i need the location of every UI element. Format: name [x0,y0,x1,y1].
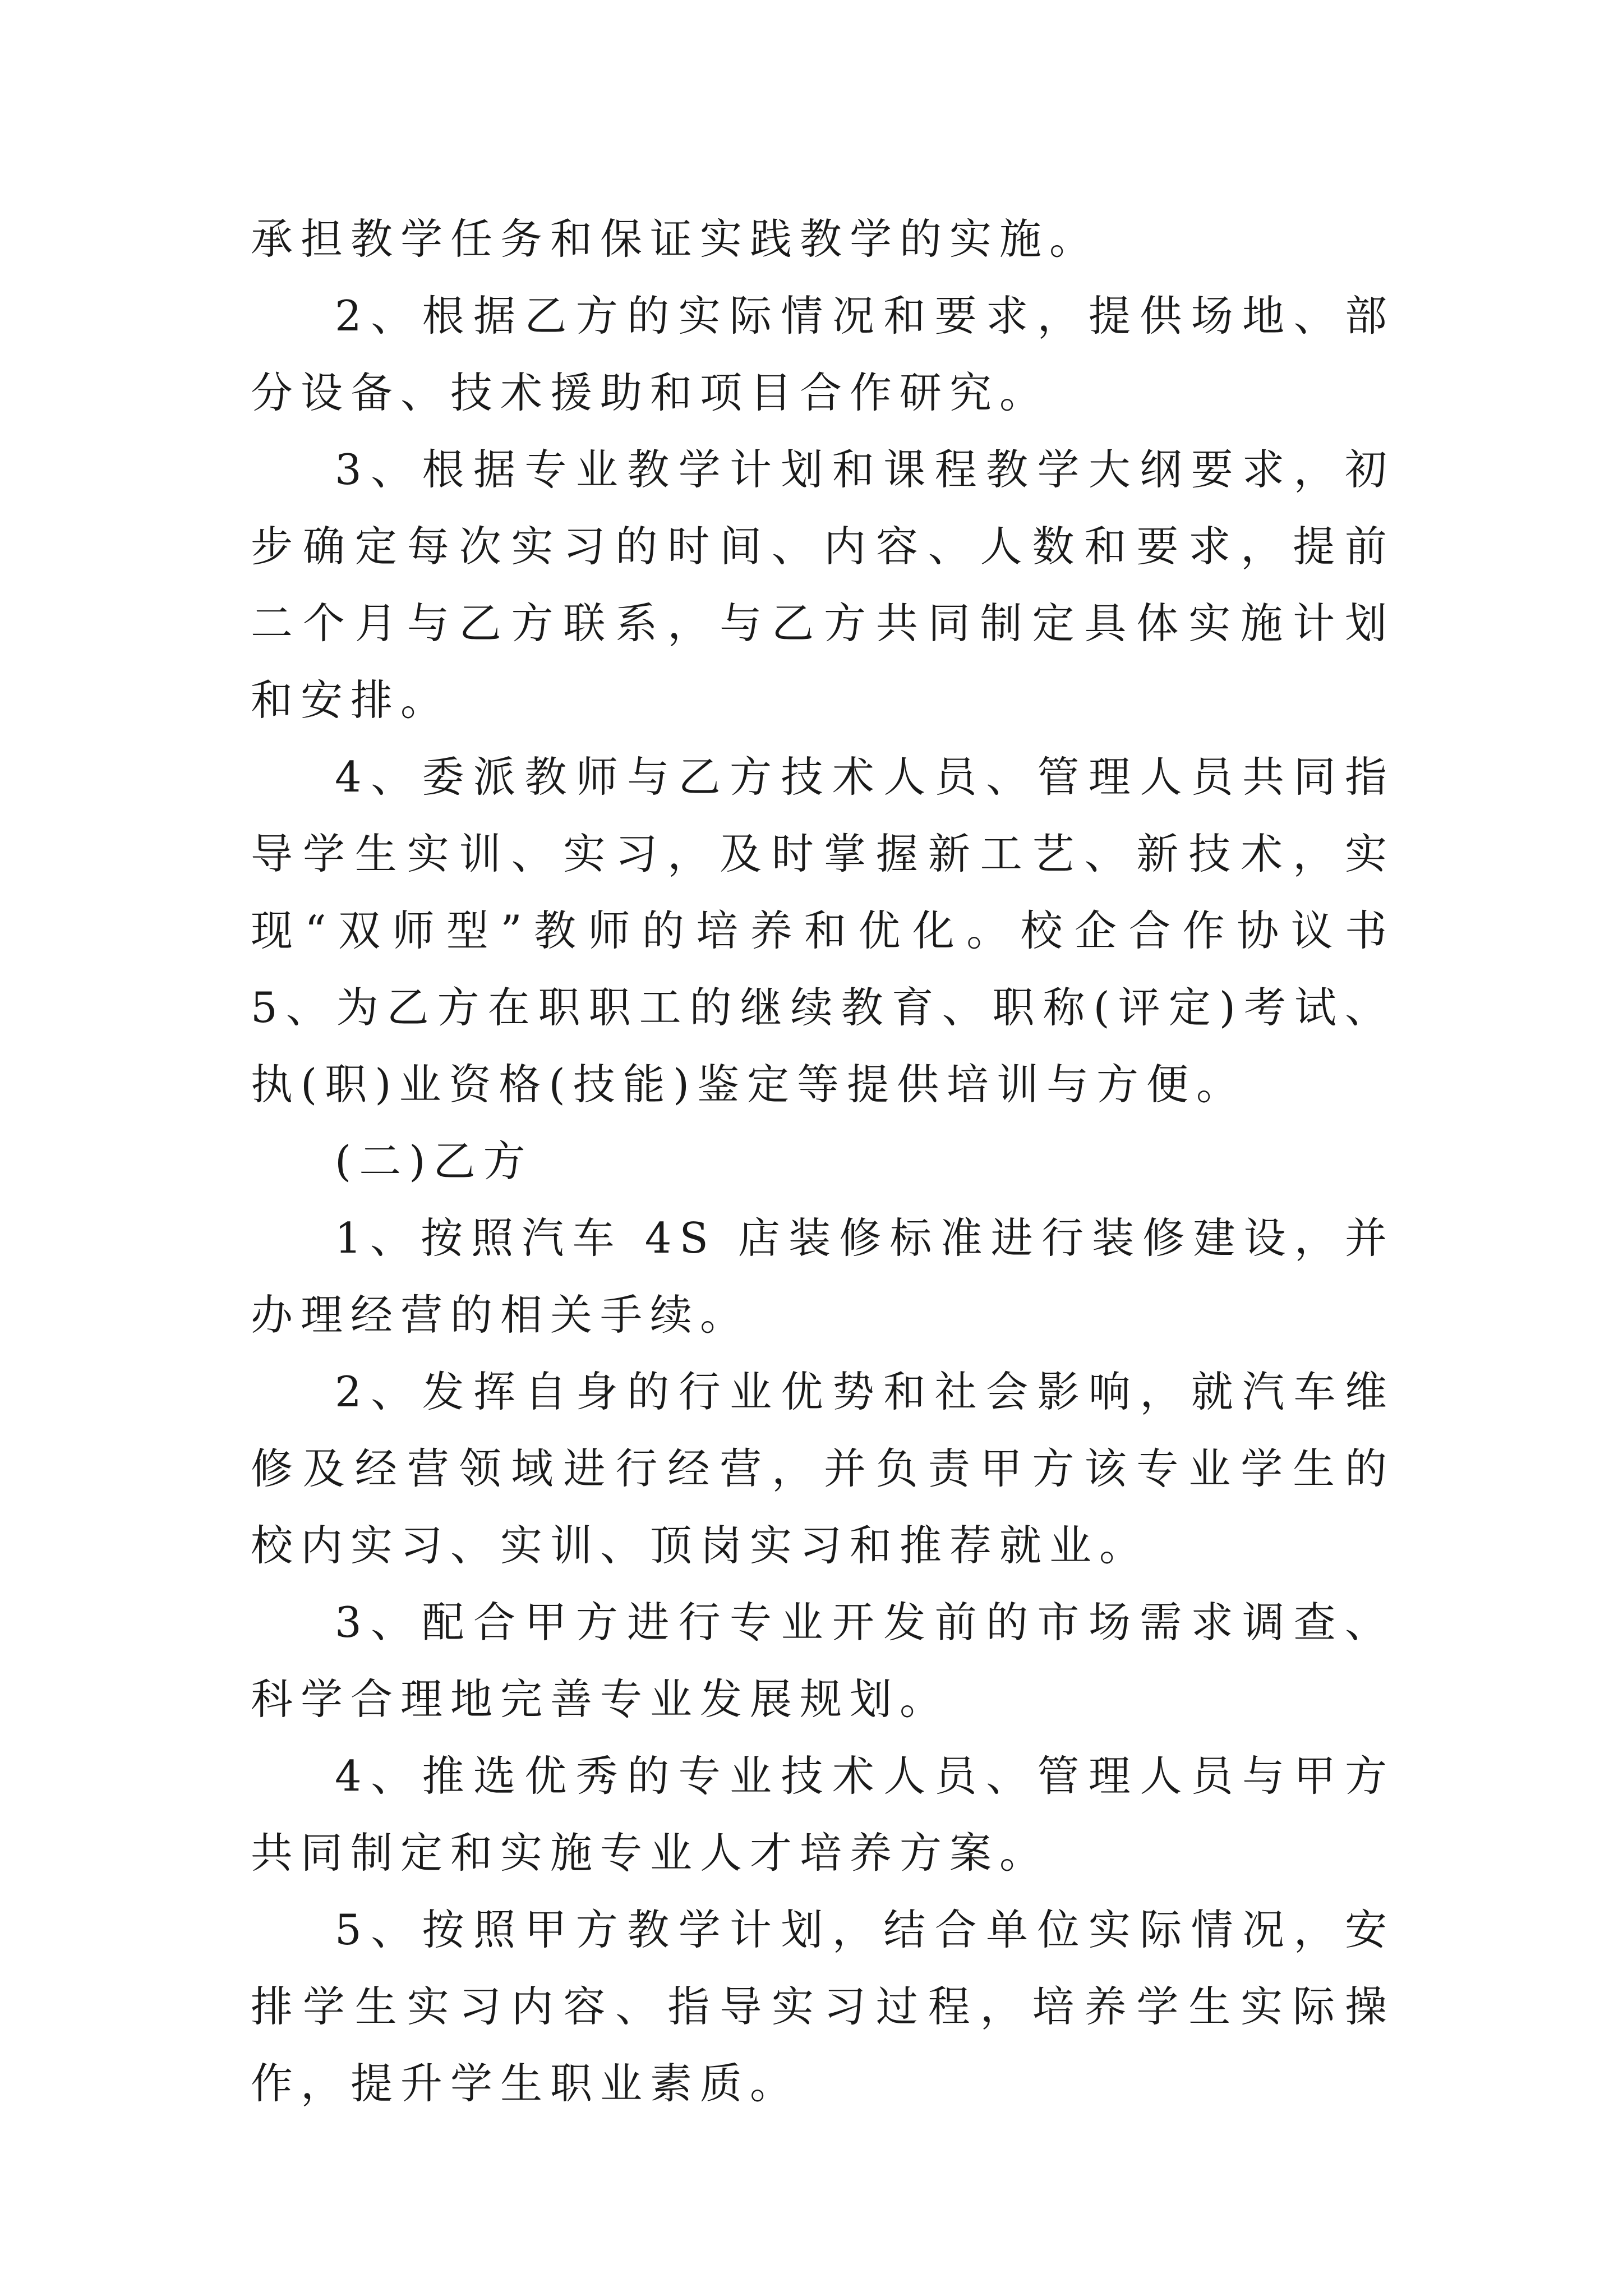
document-body [251,201,1395,2122]
paragraph-party-a-item-4: 4、委派教师与乙方技术人员、管理人员共同指导学生实训、实习，及时掌握新工艺、新技术，实现“双师型”教师的培养和优化。校企合作协议书 5、为乙方在职职工的继续教育、职称(评定)考试、执(职)业资格(技能)鉴定等提供培训与方便。 [251,752,1395,1109]
paragraph-party-b-item-2: 2、发挥自身的行业优势和社会影响，就汽车维修及经营领域进行经营，并负责甲方该专业学生的校内实习、实训、顶岗实习和推荐就业。 [251,1367,1395,1570]
paragraph-party-b-item-4: 4、推选优秀的专业技术人员、管理人员与甲方共同制定和实施专业人才培养方案。 [251,1751,1395,1878]
paragraph-party-a-item-3: 3、根据专业教学计划和课程教学大纲要求，初步确定每次实习的时间、内容、人数和要求，提前二个月与乙方联系，与乙方共同制定具体实施计划和安排。 [251,445,1395,725]
section-heading-party-b: (二)乙方 [335,1137,533,1186]
paragraph-party-a-item-2: 2、根据乙方的实际情况和要求，提供场地、部分设备、技术援助和项目合作研究。 [251,291,1395,417]
paragraph-party-b-item-3: 3、配合甲方进行专业开发前的市场需求调查、科学合理地完善专业发展规划。 [251,1598,1395,1724]
paragraph-continuation: 承担教学任务和保证实践教学的实施。 [251,214,1100,264]
paragraph-party-b-item-1: 1、按照汽车 4S 店装修标准进行装修建设，并办理经营的相关手续。 [251,1213,1395,1340]
paragraph-party-b-item-5: 5、按照甲方教学计划，结合单位实际情况，安排学生实习内容、指导实习过程，培养学生实际操作，提升学生职业素质。 [251,1905,1395,2108]
